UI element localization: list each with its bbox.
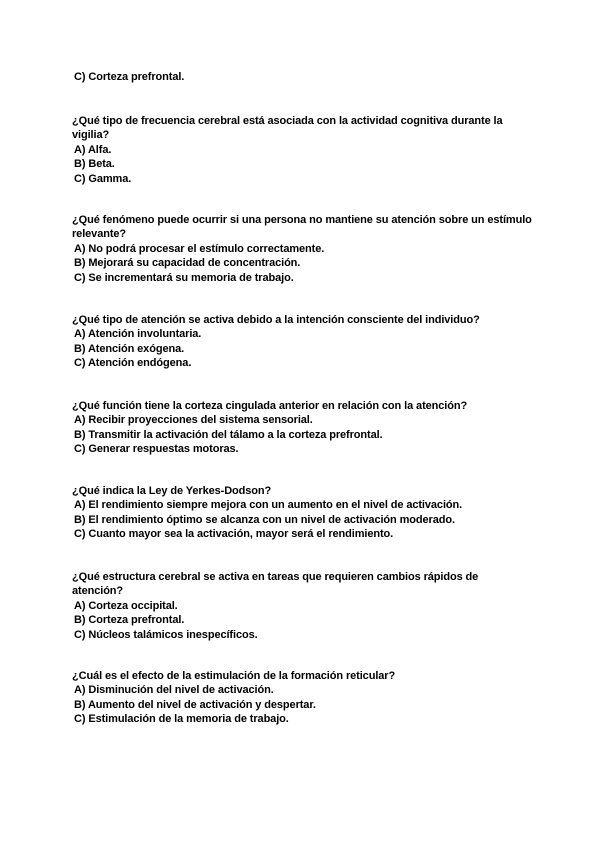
option-a: A) Corteza occipital. [74,599,178,612]
option-c: C) Generar respuestas motoras. [74,443,239,456]
option-a: A) El rendimiento siempre mejora con un aumento en el nivel de activación. [74,499,463,512]
question-text: ¿Qué fenómeno puede ocurrir si una persona no mantiene su atención sobre un estímulo relevante? [72,214,532,241]
option-b: B) Mejorará su capacidad de concentración. [74,257,301,270]
option-a: A) Alfa. [74,143,112,156]
question-text: ¿Cuál es el efecto de la estimulación de la formación reticular? [72,670,396,682]
option-b: B) Corteza prefrontal. [74,614,185,627]
option-c: C) Corteza prefrontal. [74,71,185,83]
option-c: C) Estimulación de la memoria de trabajo. [74,713,289,726]
question-block-7 [72,669,532,727]
option-c: C) Gamma. [74,172,132,185]
question-block-4 [72,399,532,457]
option-c: C) Cuanto mayor sea la activación, mayor será el rendimiento. [74,528,394,541]
question-text: ¿Qué indica la Ley de Yerkes-Dodson? [72,485,272,497]
option-c: C) Atención endógena. [74,357,192,370]
question-block-5 [72,484,532,542]
question-block-6 [72,570,532,642]
question-text: ¿Qué tipo de frecuencia cerebral está asociada con la actividad cognitiva durante la vigilia? [72,115,503,142]
option-b: B) Beta. [74,158,115,171]
option-a: A) Recibir proyecciones del sistema sensorial. [74,414,313,427]
lead-answer-block [72,70,532,84]
question-text: ¿Qué función tiene la corteza cingulada anterior en relación con la atención? [72,400,468,412]
question-text: ¿Qué estructura cerebral se activa en tareas que requieren cambios rápidos de atención? [72,571,479,598]
option-c: C) Núcleos talámicos inespecíficos. [74,628,258,641]
question-block-3 [72,313,532,371]
option-b: B) Aumento del nivel de activación y despertar. [74,698,316,711]
question-block-1 [72,114,532,186]
option-b: B) Atención exógena. [74,342,185,355]
question-text: ¿Qué tipo de atención se activa debido a la intención consciente del individuo? [72,314,480,326]
option-a: A) Disminución del nivel de activación. [74,684,274,697]
option-b: B) Transmitir la activación del tálamo a la corteza prefrontal. [74,428,383,441]
option-b: B) El rendimiento óptimo se alcanza con un nivel de activación moderado. [74,513,455,526]
option-a: A) No podrá procesar el estímulo correctamente. [74,242,325,255]
option-a: A) Atención involuntaria. [74,328,202,341]
question-block-2 [72,213,532,285]
option-c: C) Se incrementará su memoria de trabajo. [74,271,294,284]
